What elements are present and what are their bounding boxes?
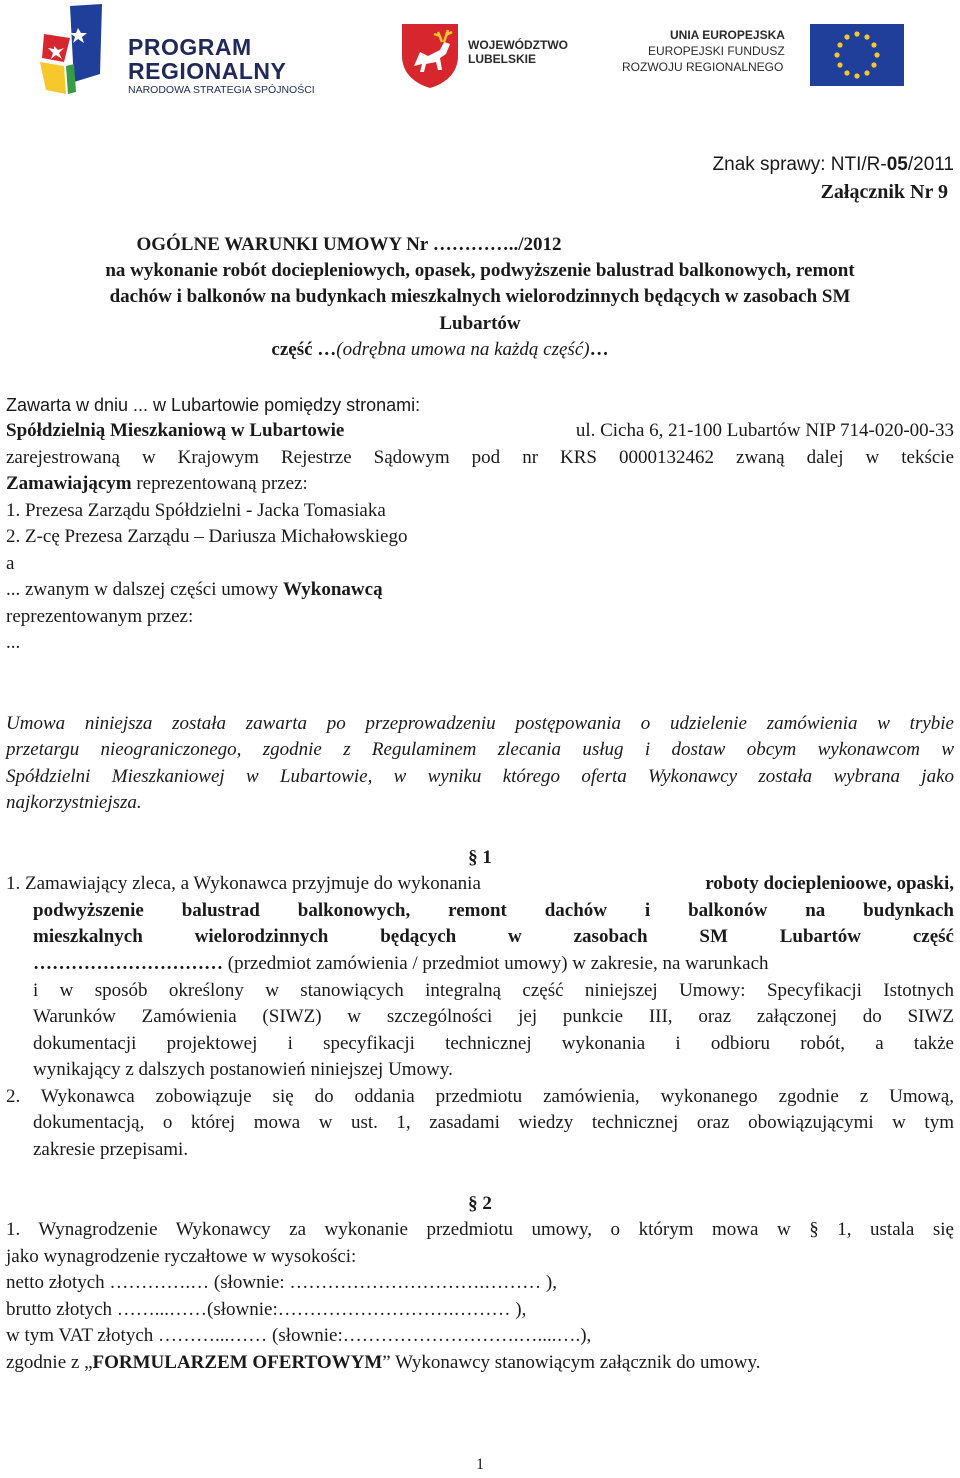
preamble-line3: Spółdzielni Mieszkaniowej w Lubartowie, w wyniku którego oferta Wykonawcy została wybrana jako (6, 766, 954, 787)
intro-line9: reprezentowanym przez: (6, 606, 194, 627)
page-number: 1 (476, 1456, 484, 1473)
s2-brutto: brutto złotych ……...……(słownie:……………………….……… ), (6, 1299, 527, 1320)
intro-line7: a (6, 553, 15, 574)
intro-line1: Zawarta w dniu ... w Lubartowie pomiędzy stronami: (6, 395, 421, 415)
s1-p1-line2: podwyższenie balustrad balkonowych, remont dachów i balkonów na budynkach (33, 900, 954, 921)
intro-line10: ... (6, 632, 21, 653)
program-line1: PROGRAM (128, 34, 252, 60)
ue-line2: EUROPEJSKI FUNDUSZ (648, 44, 785, 58)
section-2-heading: § 2 (468, 1193, 492, 1214)
logo-wojewodztwo-lubelskie (400, 22, 600, 94)
s1-p2-line3: zakresie przepisami. (33, 1139, 189, 1160)
eu-flag-icon (810, 24, 904, 86)
program-line3: NARODOWA STRATEGIA SPÓJNOŚCI (128, 84, 315, 96)
zalacznik-nr: Załącznik Nr 9 (820, 181, 948, 203)
znak-sprawy: Znak sprawy: NTI/R-05/2011 (712, 154, 954, 175)
s2-vat: w tym VAT złotych ………...…… (słownie:……………………….…....….), (6, 1325, 592, 1346)
s1-p1-line3: mieszkalnych wielorodzinnych będących w zasobach SM Lubartów część (33, 926, 954, 947)
s1-p1-line8: wynikający z dalszych postanowień niniejszej Umowy. (33, 1059, 453, 1080)
woj-line2: LUBELSKIE (468, 52, 537, 66)
s1-p1-line4: ………………………… (przedmiot zamówienia / przedmiot umowy) w zakresie, na warunkach (33, 953, 769, 974)
title-line3: dachów i balkonów na budynkach mieszkalnych wielorodzinnych będących w zasobach SM (109, 286, 851, 307)
intro-line6: 2. Z-cę Prezesa Zarządu – Dariusza Michałowskiego (6, 526, 408, 547)
s1-p2-line2: dokumentacją, o której mowa w ust. 1, zasadami wiedzy technicznej oraz obowiązującymi w tym (33, 1112, 954, 1133)
title-line2: na wykonanie robót dociepleniowych, opasek, podwyższenie balustrad balkonowych, remont (105, 260, 855, 281)
section-1-heading: § 1 (468, 847, 492, 868)
title-line4: Lubartów (439, 313, 521, 334)
s2-p1-line1: 1. Wynagrodzenie Wykonawcy za wykonanie przedmiotu umowy, o którym mowa w § 1, ustala się (6, 1219, 954, 1240)
intro-line3: zarejestrowaną w Krajowym Rejestrze Sądowym pod nr KRS 0000132462 zwaną dalej w tekście (6, 447, 954, 468)
logo-program-regionalny (40, 4, 360, 100)
program-regionalny-emblem-icon (40, 4, 106, 96)
s2-last-line: zgodnie z „FORMULARZEM OFERTOWYM” Wykonawcy stanowiącym załącznik do umowy. (6, 1352, 761, 1373)
preamble-line1: Umowa niniejsza została zawarta po przeprowadzeniu postępowania o udzielenie zamówienia w trybie (6, 713, 954, 734)
ue-line1: UNIA EUROPEJSKA (670, 28, 785, 42)
woj-line1: WOJEWÓDZTWO (468, 38, 568, 52)
title-line1: OGÓLNE WARUNKI UMOWY Nr …………../2012 (136, 234, 562, 255)
s2-p1-line2: jako wynagrodzenie ryczałtowe w wysokości: (6, 1246, 357, 1267)
s1-p2-line1: 2. Wykonawca zobowiązuje się do oddania przedmiotu zamówienia, wykonanego zgodnie z Umową, (6, 1086, 954, 1107)
intro-line5: 1. Prezesa Zarządu Spółdzielni - Jacka Tomasiaka (6, 500, 386, 521)
s1-p1-line5: i w sposób określony w stanowiących integralną część niniejszej Umowy: Specyfikacji Istotnych (33, 980, 954, 1001)
preamble-line4: najkorzystniejsza. (6, 792, 142, 813)
s1-p1-line7: dokumentacji projektowej i specyfikacji technicznej wykonania i odbioru robót, a także (33, 1033, 954, 1054)
preamble-line2: przetargu nieograniczonego, zgodnie z Regulaminem zlecania usług i dostaw obcym wykonawcom w (6, 739, 954, 760)
intro-line4: Zamawiającym reprezentowaną przez: (6, 473, 308, 494)
s1-p1-line6: Warunków Zamówienia (SIWZ) w szczególności jej punkcie III, oraz załączonej do SIWZ (33, 1006, 954, 1027)
logo-unia-europejska (620, 24, 910, 90)
s1-p1-line1: 1. Zamawiający zleca, a Wykonawca przyjmuje do wykonania roboty docieplenioowe, opaski, (6, 873, 954, 894)
ue-line3: ROZWOJU REGIONALNEGO (622, 60, 784, 74)
intro-line8: ... zwanym w dalszej części umowy Wykonawcą (6, 579, 383, 600)
program-line2: REGIONALNY (128, 58, 287, 84)
title-line5: część …(odrębna umowa na każdą część)… (271, 339, 609, 360)
lublin-coat-of-arms-icon (400, 22, 460, 88)
zamawiajacy-name: Spółdzielnią Mieszkaniową w Lubartowie (6, 420, 345, 441)
s2-netto: netto złotych ………….… (słownie: ………………………….……… ), (6, 1272, 557, 1293)
intro-line2: Spółdzielnią Mieszkaniową w Lubartowie ul. Cicha 6, 21-100 Lubartów NIP 714-020-00-33 (6, 418, 954, 444)
